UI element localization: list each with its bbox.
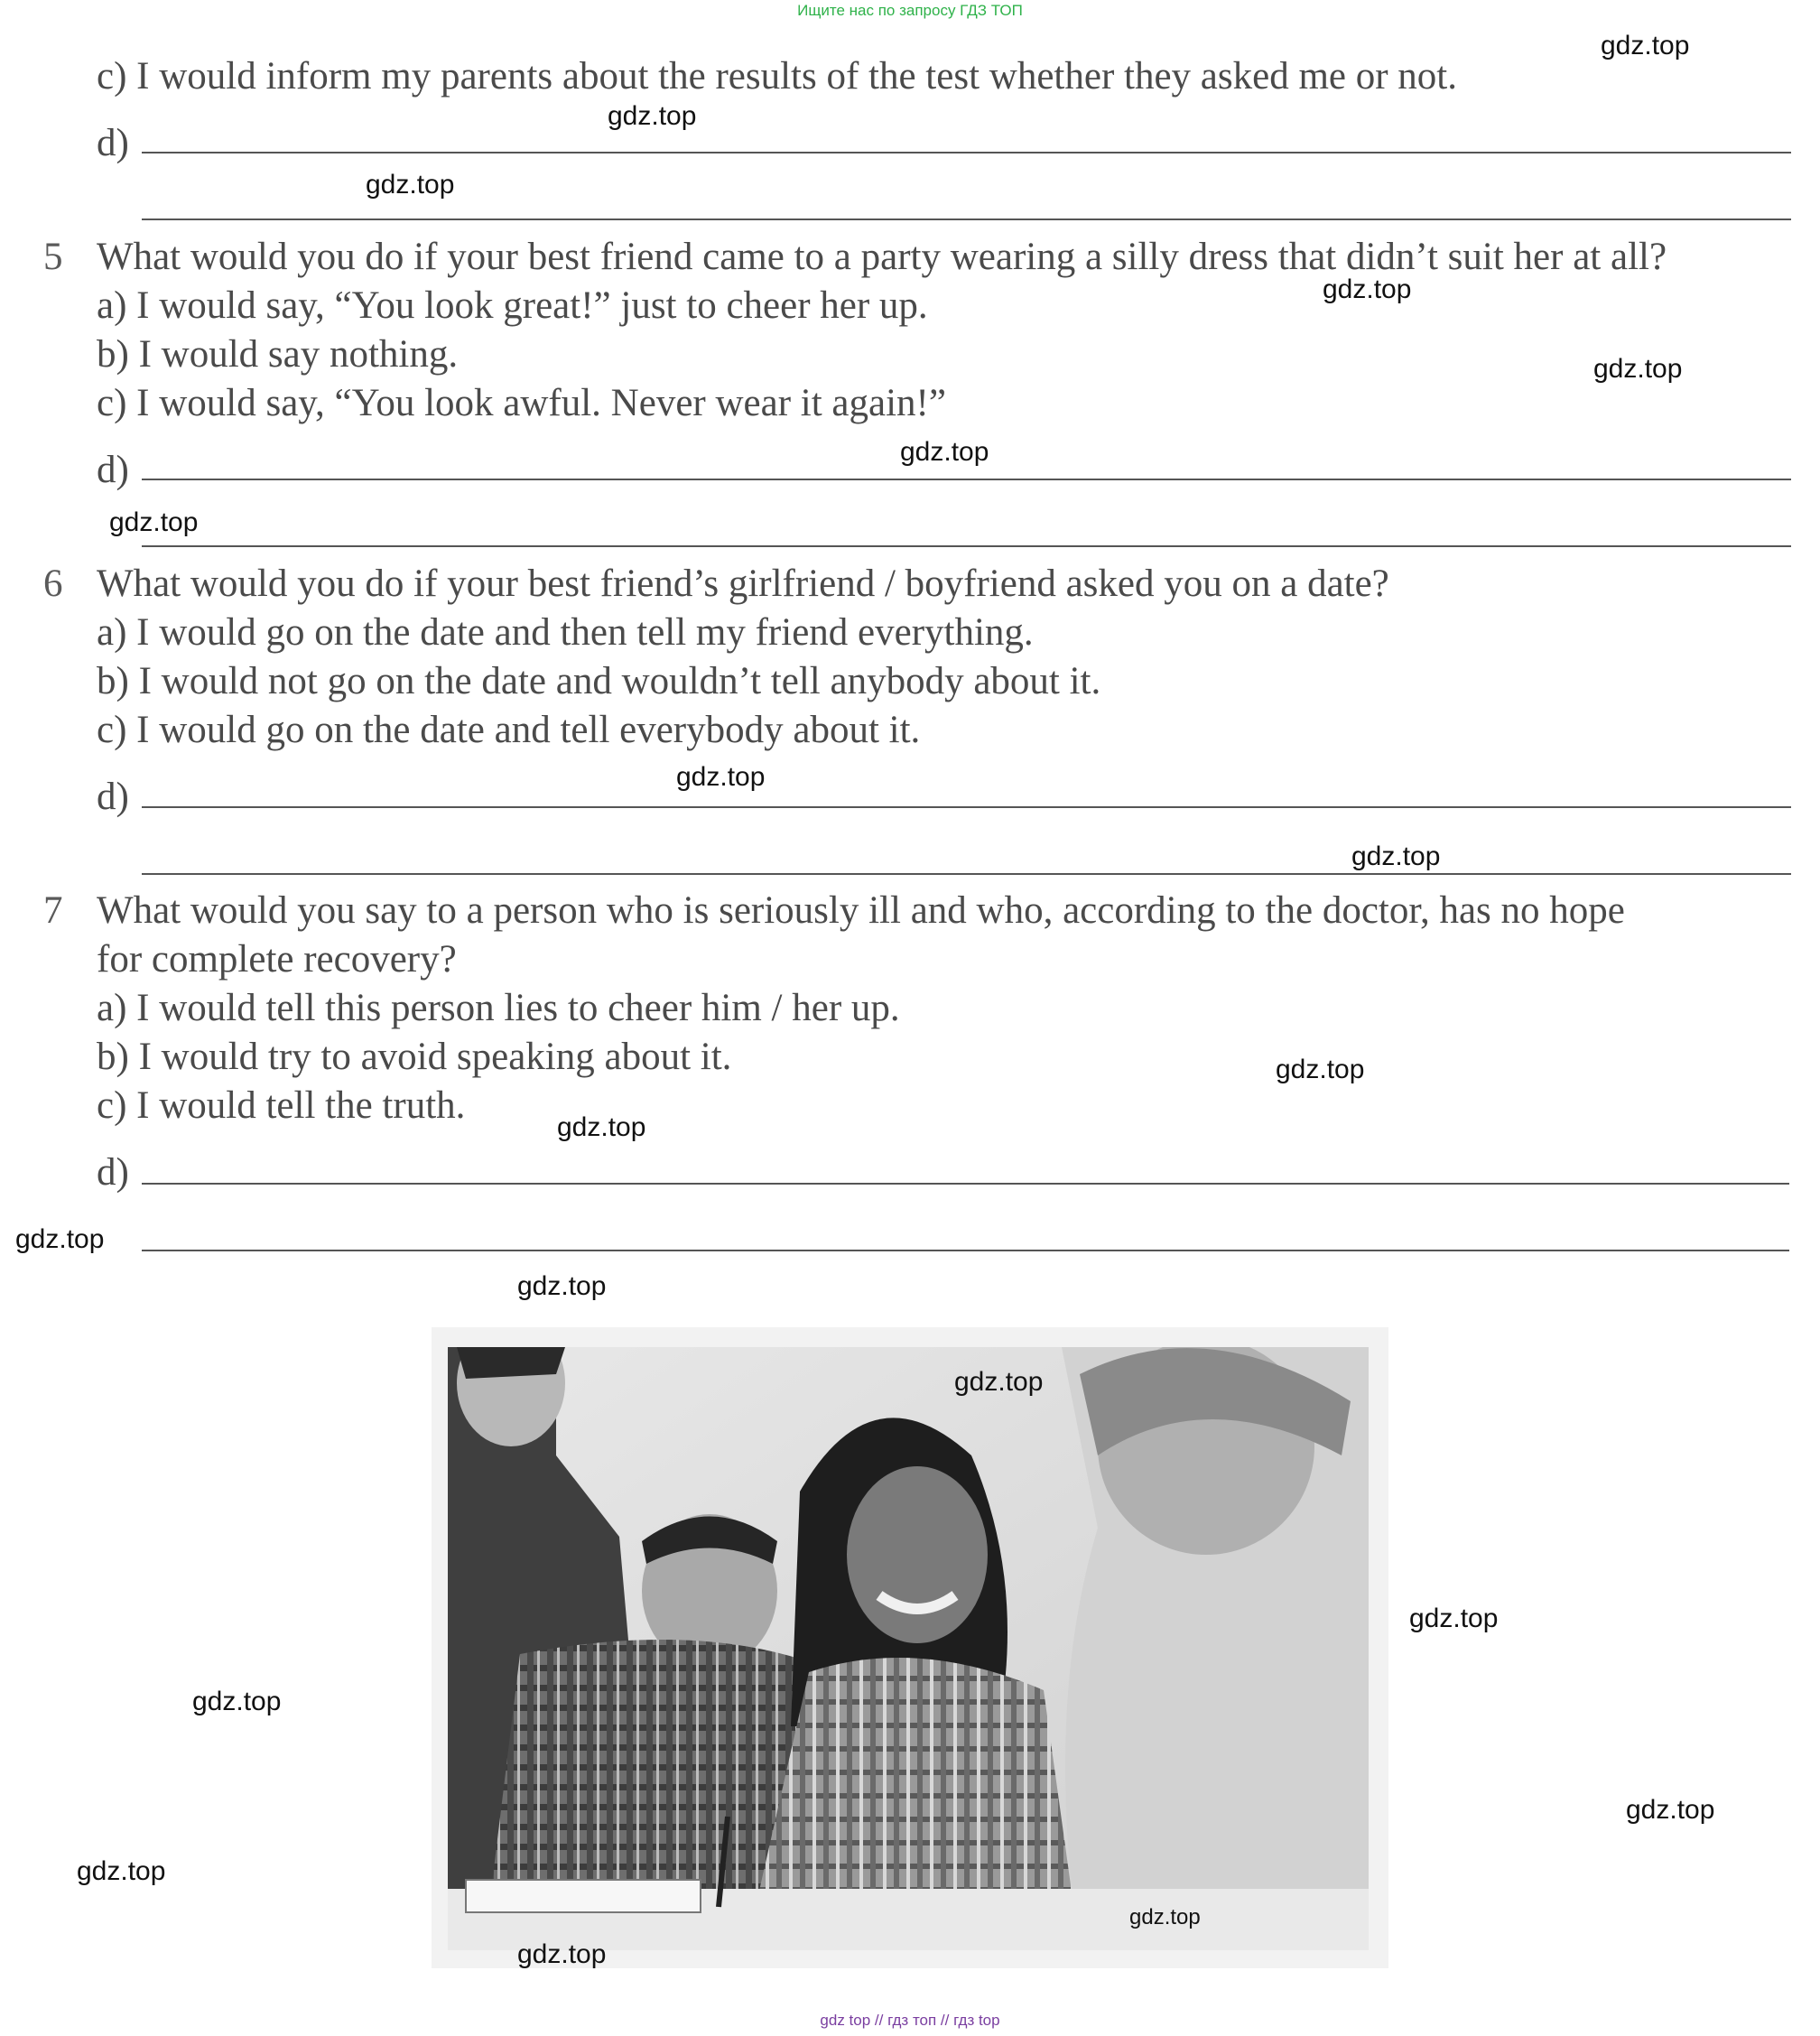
students-photo — [448, 1347, 1369, 1950]
watermark: gdz.top — [608, 101, 697, 131]
watermark: gdz.top — [676, 762, 766, 792]
q4-option-c: c) I would inform my parents about the results of the test whether they asked me or not. — [97, 55, 1457, 98]
watermark: gdz.top — [517, 1939, 607, 1969]
watermark: gdz.top — [109, 507, 199, 537]
q5-option-d-label: d) — [97, 449, 129, 491]
q5-answer-line-1 — [142, 479, 1791, 480]
q4-option-d-label: d) — [97, 122, 129, 164]
q4-answer-line-2 — [142, 218, 1791, 220]
q7-answer-line-1 — [142, 1183, 1789, 1185]
watermark: gdz.top — [1593, 354, 1683, 384]
q7-text-line2: for complete recovery? — [97, 938, 457, 981]
q4-answer-line-1 — [142, 152, 1791, 153]
q7-option-a: a) I would tell this person lies to cheer him / her up. — [97, 987, 900, 1029]
watermark: gdz.top — [77, 1856, 166, 1886]
watermark: gdz.top — [366, 170, 455, 200]
watermark: gdz.top — [1601, 31, 1690, 60]
girl-face — [847, 1466, 988, 1643]
q7-option-b: b) I would try to avoid speaking about it. — [97, 1036, 732, 1078]
watermark: gdz.top — [1626, 1795, 1715, 1825]
watermark: gdz.top — [15, 1224, 105, 1254]
q6-option-a: a) I would go on the date and then tell my friend everything. — [97, 611, 1034, 654]
watermark: gdz.top — [557, 1112, 646, 1142]
q5-option-c: c) I would say, “You look awful. Never wear it again!” — [97, 382, 946, 424]
q6-option-d-label: d) — [97, 776, 129, 818]
q7-option-c: c) I would tell the truth. — [97, 1084, 466, 1127]
watermark: gdz.top — [1323, 274, 1412, 304]
watermark: gdz.top — [1351, 841, 1441, 871]
q5-text: What would you do if your best friend came to a party wearing a silly dress that didn’t suit her at all? — [97, 236, 1667, 278]
q5-answer-line-2 — [142, 545, 1791, 547]
q7-number: 7 — [43, 889, 63, 932]
q6-option-c: c) I would go on the date and tell everybody about it. — [97, 709, 921, 751]
q6-number: 6 — [43, 562, 63, 605]
q5-option-b: b) I would say nothing. — [97, 333, 459, 376]
man-hair — [457, 1347, 565, 1379]
search-hint[interactable]: Ищите нас по запросу ГДЗ ТОП — [797, 2, 1023, 19]
q6-text: What would you do if your best friend’s girlfriend / boyfriend asked you on a date? — [97, 562, 1389, 605]
q5-option-a: a) I would say, “You look great!” just to cheer her up. — [97, 284, 928, 327]
watermark: gdz.top — [192, 1687, 282, 1716]
q7-answer-line-2 — [142, 1250, 1789, 1251]
watermark: gdz.top — [517, 1271, 607, 1301]
q6-option-b: b) I would not go on the date and wouldn’t tell anybody about it. — [97, 660, 1101, 702]
q7-option-d-label: d) — [97, 1151, 129, 1194]
watermark: gdz.top — [1409, 1604, 1499, 1633]
q7-text-line1: What would you say to a person who is seriously ill and who, according to the doctor, has no hope — [97, 889, 1625, 932]
watermark: gdz.top — [1276, 1055, 1365, 1084]
watermark: gdz.top — [1129, 1905, 1201, 1929]
q5-number: 5 — [43, 236, 63, 278]
watermark: gdz.top — [954, 1367, 1044, 1397]
footer-links[interactable]: gdz top // гдз топ // гдз top — [820, 2012, 1000, 2029]
q6-answer-line-1 — [142, 806, 1791, 808]
notebook — [466, 1880, 701, 1912]
watermark: gdz.top — [900, 437, 989, 467]
q6-answer-line-2 — [142, 873, 1791, 875]
